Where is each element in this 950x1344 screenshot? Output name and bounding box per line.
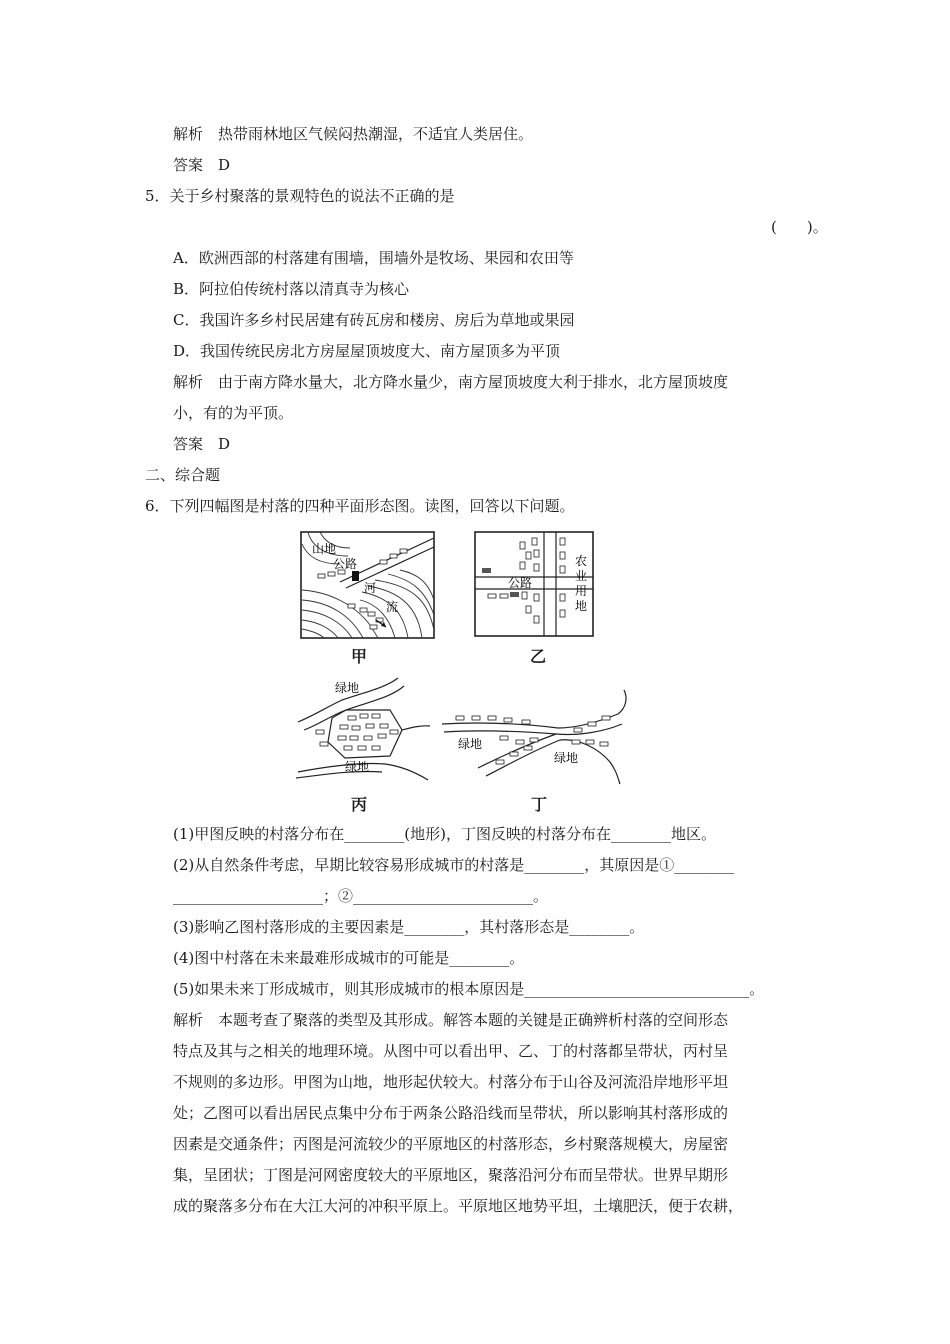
subquestion-2-line2: ____________________；②________________________。 <box>173 887 549 905</box>
explanation-6-line7: 成的聚落多分布在大江大河的冲积平原上。平原地区地势平坦，土壤肥沃，便于农耕， <box>173 1197 744 1215</box>
explanation-4: 解析 热带雨林地区气候闷热潮湿，不适宜人类居住。 <box>173 125 534 143</box>
label-farm-4: 地 <box>575 599 588 613</box>
option-a: A．欧洲西部的村落建有围墙，围墙外是牧场、果园和农田等 <box>173 249 574 267</box>
answer-4: 答案 D <box>173 156 231 174</box>
subquestion-1: (1)甲图反映的村落分布在________(地形)，丁图反映的村落分布在________地区。 <box>173 825 716 843</box>
caption-jia: 甲 <box>351 647 368 666</box>
explanation-5-line1: 解析 由于南方降水量大，北方降水量少，南方屋顶坡度大利于排水，北方屋顶坡度 <box>173 373 729 391</box>
explanation-6-line3: 不规则的多边形。甲图为山地，地形起伏较大。村落分布于山谷及河流沿岸地形平坦 <box>173 1073 729 1091</box>
label-road: 公路 <box>508 576 533 590</box>
caption-ding: 丁 <box>531 795 548 814</box>
explanation-6-line5: 因素是交通条件；丙图是河流较少的平原地区的村落形态，乡村聚落规模大，房屋密 <box>173 1135 729 1153</box>
label-green-right: 绿地 <box>554 751 579 765</box>
figure-ding <box>438 688 633 788</box>
option-b: B．阿拉伯传统村落以清真寺为核心 <box>173 280 410 298</box>
label-farm-3: 用 <box>575 584 588 598</box>
subquestion-2-line1: (2)从自然条件考虑，早期比较容易形成城市的村落是________，其原因是①________ <box>173 856 735 874</box>
caption-bing: 丙 <box>351 795 368 814</box>
answer-5: 答案 D <box>173 435 231 453</box>
label-mountain: 山地 <box>312 542 337 556</box>
subquestion-5: (5)如果未来丁形成城市，则其形成城市的根本原因是______________________________。 <box>173 980 765 998</box>
label-farm-2: 业 <box>575 569 588 583</box>
label-river-2: 流 <box>386 600 399 614</box>
label-road: 公路 <box>333 557 358 571</box>
question-6: 6．下列四幅图是村落的四种平面形态图。读图，回答以下问题。 <box>145 497 575 515</box>
answer-bracket: ( )。 <box>771 218 828 236</box>
explanation-5-line2: 小，有的为平顶。 <box>173 404 294 422</box>
option-c: C．我国许多乡村民居建有砖瓦房和楼房、房后为草地或果园 <box>173 311 575 329</box>
figure-jia <box>300 530 435 640</box>
explanation-6-line2: 特点及其与之相关的地理环境。从图中可以看出甲、乙、丁的村落都呈带状，丙村呈 <box>173 1042 729 1060</box>
explanation-6-line1: 解析 本题考查了聚落的类型及其形成。解答本题的关键是正确辨析村落的空间形态 <box>173 1011 729 1029</box>
label-green-bottom: 绿地 <box>345 760 370 774</box>
explanation-6-line4: 处；乙图可以看出居民点集中分布于两条公路沿线而呈带状，所以影响其村落形成的 <box>173 1104 729 1122</box>
figure-bing <box>290 670 440 790</box>
subquestion-3: (3)影响乙图村落形成的主要因素是________，其村落形态是________。 <box>173 918 645 936</box>
label-farm-1: 农 <box>575 554 588 568</box>
figure-yi <box>474 530 594 638</box>
question-5: 5．关于乡村聚落的景观特色的说法不正确的是 <box>145 187 455 205</box>
option-d: D．我国传统民房北方房屋屋顶坡度大、南方屋顶多为平顶 <box>173 342 561 360</box>
label-green-top: 绿地 <box>335 681 360 695</box>
section-heading: 二、综合题 <box>145 466 221 484</box>
explanation-6-line6: 集，呈团状；丁图是河网密度较大的平原地区，聚落沿河分布而呈带状。世界早期形 <box>173 1166 729 1184</box>
subquestion-4: (4)图中村落在未来最难形成城市的可能是________。 <box>173 949 525 967</box>
label-green-left: 绿地 <box>458 737 483 751</box>
label-river-1: 河 <box>364 581 377 595</box>
caption-yi: 乙 <box>530 647 547 666</box>
